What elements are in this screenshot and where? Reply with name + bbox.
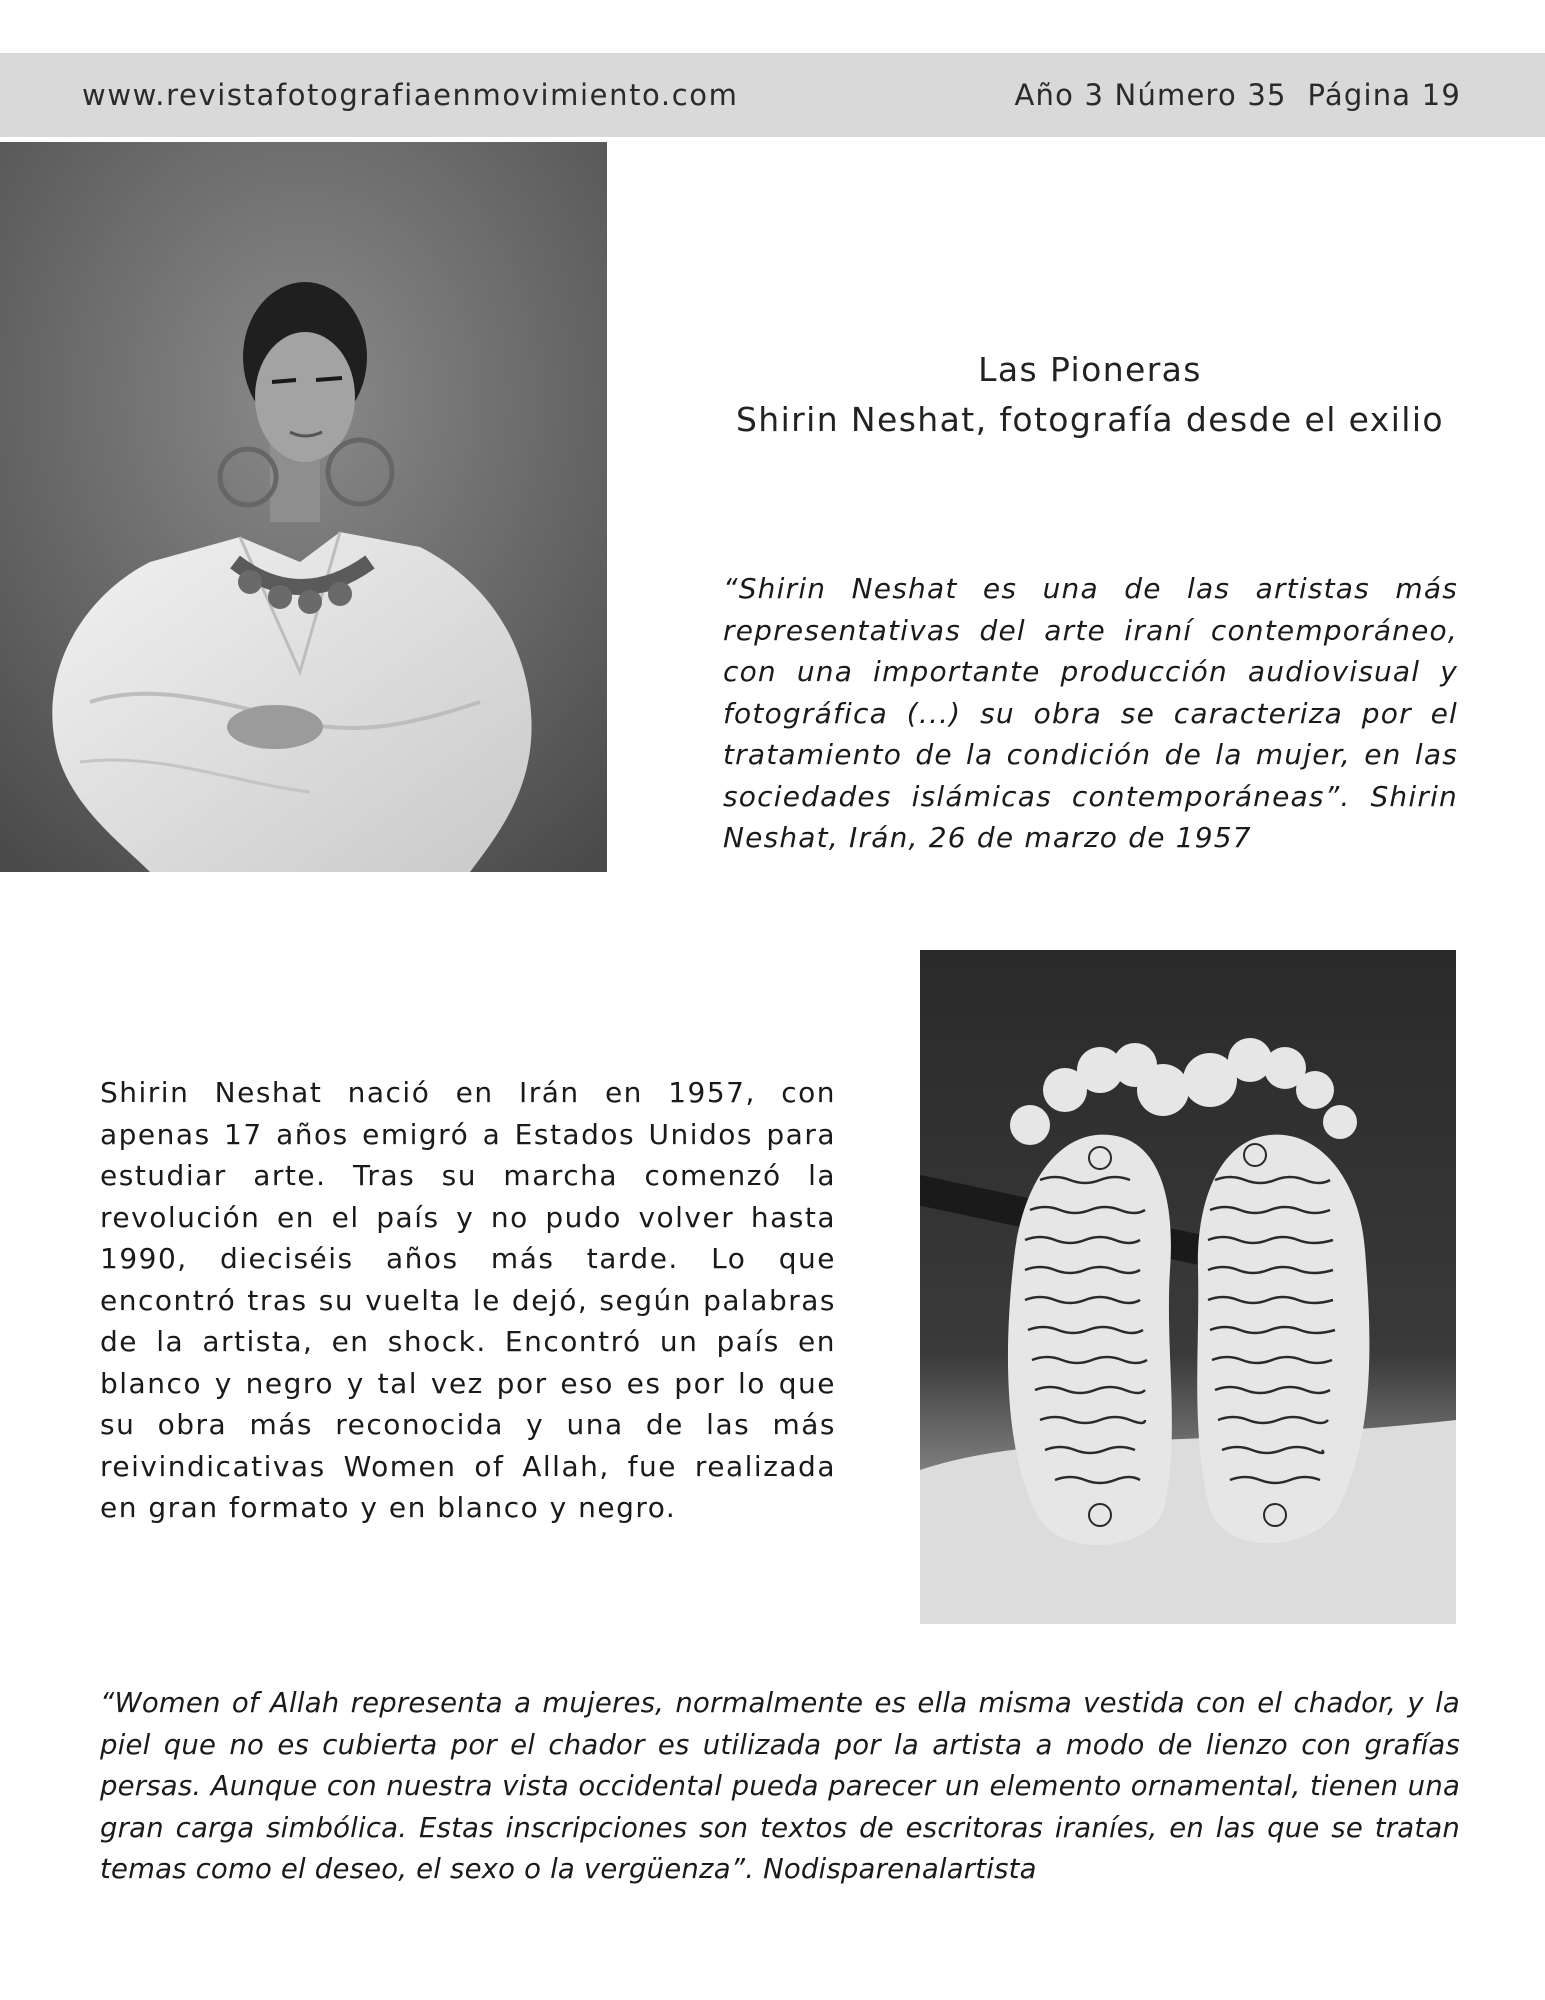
portrait-photo-icon — [0, 142, 607, 872]
issue-info: Año 3 Número 35 Página 19 — [1014, 78, 1461, 112]
portrait-photo — [0, 142, 607, 872]
inscribed-feet-photo-icon — [920, 950, 1456, 1624]
page-header — [0, 53, 1545, 137]
intro-quote: “Shirin Neshat es una de las artistas más representativas del arte iraní contemporáneo, con una importante producción audiovisual y fotográfica (...) su obra se caracteriza por el tratamiento de la condición de la mujer, en las sociedades islámicas contemporáneas”. Shirin Neshat, Irán, 26 de marzo de 1957 — [723, 572, 1458, 854]
article-title — [700, 345, 1480, 445]
headline: Shirin Neshat, fotografía desde el exilio — [735, 400, 1445, 439]
closing-quote: “Women of Allah representa a mujeres, normalmente es ella misma vestida con el chador, y la piel que no es cubierta por el chador es utilizada por la artista a modo de lienzo con grafías persas. Aunque con nuestra vista occidental pueda parecer un elemento ornamental, tienen una gran carga simbólica. Estas inscripciones son textos de escritoras iraníes, en las que se tratan temas como el deseo, el sexo o la vergüenza”. Nodisparenalartista — [100, 1687, 1460, 1885]
website-url[interactable]: www.revistafotografiaenmovimiento.com — [82, 78, 739, 112]
body-paragraph: Shirin Neshat nació en Irán en 1957, con apenas 17 años emigró a Estados Unidos para estudiar arte. Tras su marcha comenzó la revolución en el país y no pudo volver hasta 1990, dieciséis años más tarde. Lo que encontró tras su vuelta le dejó, según palabras de la artista, en shock. Encontró un país en blanco y negro y tal vez por eso es por lo que su obra más reconocida y una de las más reivindicativas Women of Allah, fue realizada en gran formato y en blanco y negro. — [100, 1076, 836, 1524]
section-title: Las Pioneras — [978, 350, 1202, 389]
women-of-allah-photo — [920, 950, 1456, 1624]
